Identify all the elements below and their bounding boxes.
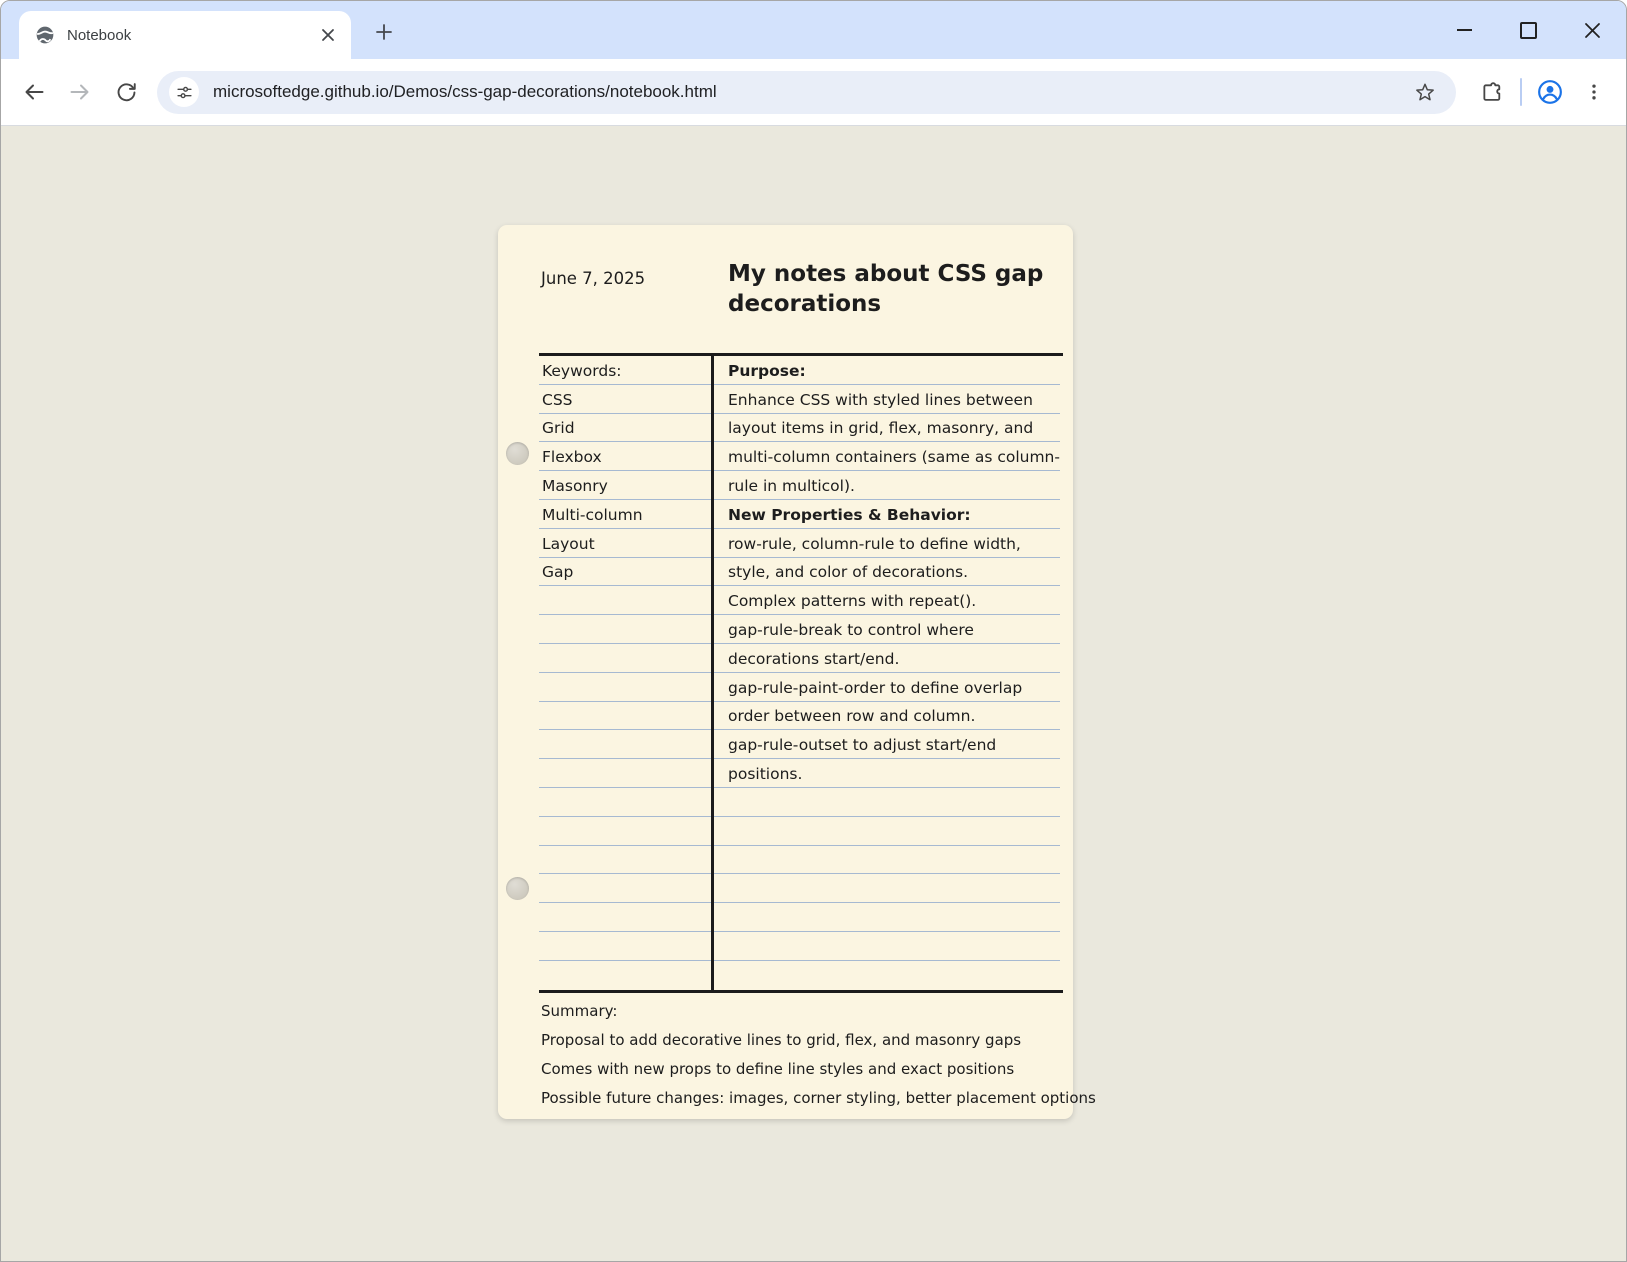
table-row [714, 702, 1060, 731]
table-row [539, 356, 711, 385]
table-row [539, 932, 711, 961]
table-row [539, 615, 711, 644]
note-text: multi-column containers (same as column- [728, 448, 1060, 467]
note-text: decorations start/end. [728, 649, 900, 668]
table-row [539, 874, 711, 903]
table-row [714, 586, 1060, 615]
bookmark-button[interactable] [1408, 75, 1442, 109]
note-text: New Properties & Behavior: [728, 505, 971, 524]
table-row [714, 500, 1060, 529]
table-row [714, 442, 1060, 471]
note-text: order between row and column. [728, 707, 976, 726]
keyword-text: Layout [542, 534, 595, 553]
tab-title: Notebook [67, 26, 132, 44]
page-viewport [1, 126, 1626, 1261]
note-text: rule in multicol). [728, 476, 855, 495]
minimize-button[interactable] [1432, 1, 1496, 59]
menu-dots-icon [1584, 82, 1604, 102]
summary-section [541, 997, 1096, 1113]
address-bar[interactable] [157, 71, 1456, 114]
reload-button[interactable] [103, 69, 149, 115]
maximize-icon [1520, 22, 1537, 39]
table-row [539, 961, 711, 990]
table-row [714, 558, 1060, 587]
summary-label: Summary: [541, 1002, 618, 1020]
note-text: Complex patterns with repeat(). [728, 592, 977, 611]
note-text: Enhance CSS with styled lines between [728, 390, 1033, 409]
window-controls [1432, 1, 1624, 59]
tab-strip [1, 1, 1626, 59]
table-row [714, 846, 1060, 875]
browser-toolbar [1, 59, 1626, 126]
note-text: positions. [728, 764, 803, 783]
profile-button[interactable] [1528, 70, 1572, 114]
summary-line [541, 1055, 1096, 1084]
table-row [714, 759, 1060, 788]
table-row [539, 730, 711, 759]
table-row [539, 846, 711, 875]
site-settings-button[interactable] [169, 77, 199, 107]
table-row [539, 702, 711, 731]
minimize-icon [1457, 29, 1472, 31]
note-text: row-rule, column-rule to define width, [728, 534, 1021, 553]
toolbar-divider [1520, 78, 1522, 106]
table-row [714, 644, 1060, 673]
summary-text: Comes with new props to define line styles and exact positions [541, 1060, 1015, 1078]
tune-icon [176, 84, 193, 101]
toolbar-actions [1470, 70, 1616, 114]
note-date: June 7, 2025 [541, 269, 646, 288]
hole-punch [506, 442, 529, 465]
reload-icon [115, 81, 138, 104]
table-row [714, 961, 1060, 990]
extensions-button[interactable] [1470, 70, 1514, 114]
keywords-column [539, 356, 714, 990]
table-row [539, 385, 711, 414]
notes-column [714, 356, 1060, 990]
summary-lines [541, 1026, 1096, 1113]
summary-line [541, 1026, 1096, 1055]
table-row [714, 414, 1060, 443]
globe-favicon-icon [35, 25, 55, 45]
table-row [539, 442, 711, 471]
keyword-text: Keywords: [542, 361, 622, 380]
table-row [714, 673, 1060, 702]
table-row [539, 644, 711, 673]
table-row [714, 356, 1060, 385]
table-row [714, 615, 1060, 644]
table-row [539, 586, 711, 615]
table-row [714, 932, 1060, 961]
table-row [539, 673, 711, 702]
note-text: Purpose: [728, 361, 806, 380]
menu-button[interactable] [1572, 70, 1616, 114]
page-title: My notes about CSS gap decorations [728, 261, 1044, 317]
table-row [539, 558, 711, 587]
tab-close-icon[interactable] [315, 22, 341, 48]
table-row [714, 529, 1060, 558]
url-text[interactable]: microsoftedge.github.io/Demos/css-gap-decorations/notebook.html [213, 82, 717, 101]
table-row [539, 500, 711, 529]
keyword-text: Multi-column [542, 505, 643, 524]
back-arrow-icon [22, 80, 46, 104]
note-text: style, and color of decorations. [728, 563, 969, 582]
tab-notebook[interactable] [19, 11, 351, 59]
forward-button[interactable] [57, 69, 103, 115]
table-row [539, 759, 711, 788]
note-text: gap-rule-break to control where [728, 620, 974, 639]
new-tab-button[interactable] [367, 15, 401, 49]
note-text: gap-rule-paint-order to define overlap [728, 678, 1023, 697]
table-row [714, 817, 1060, 846]
notebook-card [498, 225, 1096, 1119]
summary-line [541, 1084, 1096, 1113]
notes-table [539, 353, 1063, 993]
summary-text: Possible future changes: images, corner styling, better placement options [541, 1089, 1096, 1107]
maximize-button[interactable] [1496, 1, 1560, 59]
extensions-puzzle-icon [1481, 81, 1504, 104]
summary-text: Proposal to add decorative lines to grid, flex, and masonry gaps [541, 1031, 1022, 1049]
table-row [714, 874, 1060, 903]
bookmark-star-icon [1414, 81, 1436, 103]
close-button[interactable] [1560, 1, 1624, 59]
keyword-text: Grid [542, 419, 575, 438]
keyword-text: Flexbox [542, 448, 602, 467]
keyword-text: CSS [542, 390, 573, 409]
close-icon [1584, 22, 1601, 39]
table-row [539, 471, 711, 500]
table-row [539, 817, 711, 846]
back-button[interactable] [11, 69, 57, 115]
table-row [539, 788, 711, 817]
note-text: gap-rule-outset to adjust start/end [728, 736, 997, 755]
hole-punch [506, 877, 529, 900]
table-row [714, 788, 1060, 817]
table-row [714, 471, 1060, 500]
forward-arrow-icon [68, 80, 92, 104]
note-text: layout items in grid, flex, masonry, and [728, 419, 1034, 438]
table-row [714, 730, 1060, 759]
table-row [539, 529, 711, 558]
table-row [539, 903, 711, 932]
table-row [714, 903, 1060, 932]
keyword-text: Masonry [542, 476, 608, 495]
profile-avatar-icon [1537, 79, 1563, 105]
table-row [539, 414, 711, 443]
keyword-text: Gap [542, 563, 574, 582]
table-row [714, 385, 1060, 414]
